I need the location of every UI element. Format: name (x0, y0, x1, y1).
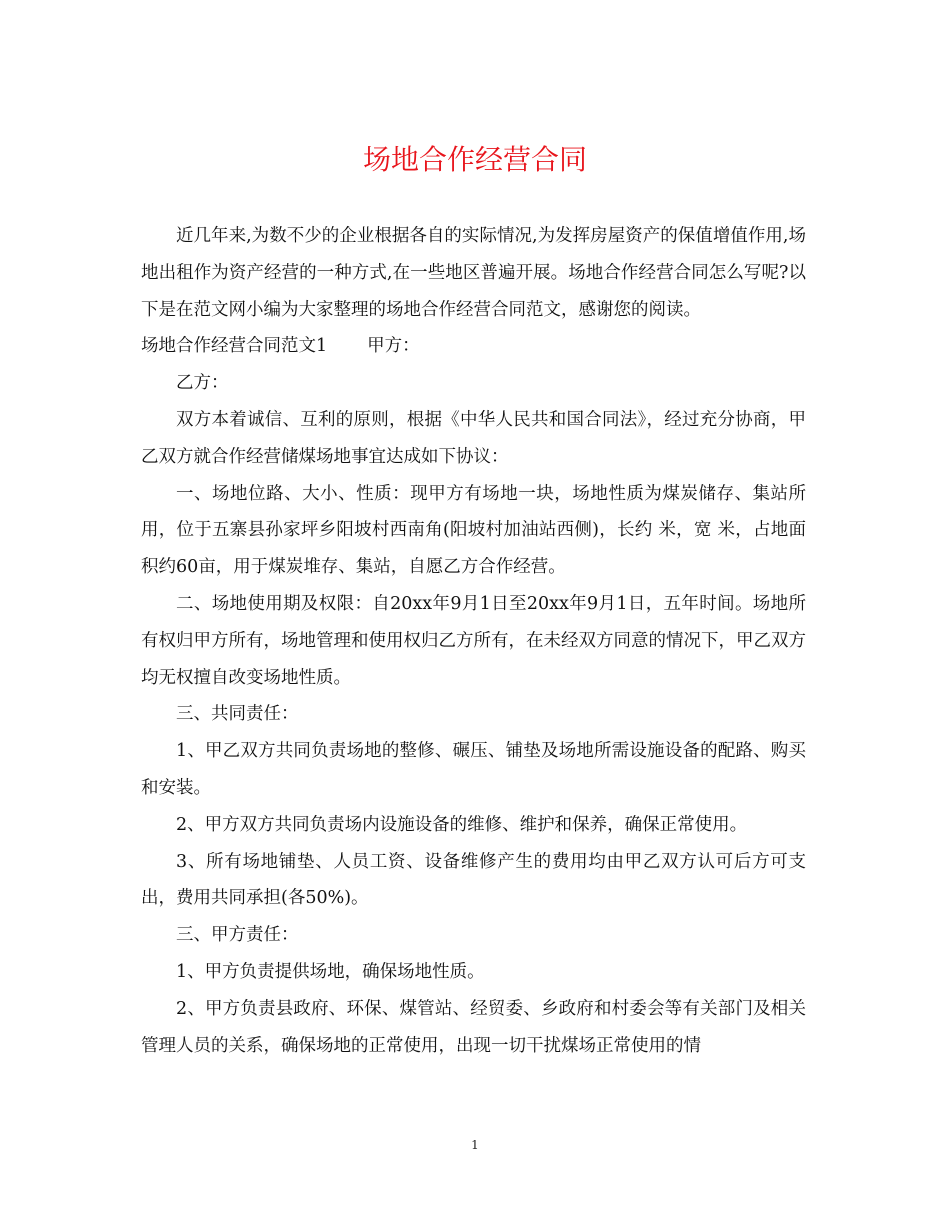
document-body (141, 218, 806, 1064)
page-number: 1 (471, 1138, 479, 1152)
intro-paragraph: 近几年来,为数不少的企业根据各自的实际情况,为发挥房屋资产的保值增值作用,场地出租作为资产经营的一种方式,在一些地区普遍开展。场地合作经营合同怎么写呢?以下是在范文网小编为大家整理的场地合作经营合同范文，感谢您的阅读。 (141, 226, 806, 320)
list-item: 3、所有场地铺垫、人员工资、设备维修产生的费用均由甲乙双方认可后方可支出，费用共同承担(各50%)。 (141, 851, 806, 909)
section-heading: 三、甲方责任： (176, 925, 299, 946)
list-item: 2、甲方负责县政府、环保、煤管站、经贸委、乡政府和村委会等有关部门及相关管理人员的关系，确保场地的正常使用，出现一切干扰煤场正常使用的情 (141, 998, 806, 1056)
party-b-label: 乙方： (176, 373, 229, 394)
list-item: 1、甲方负责提供场地，确保场地性质。 (176, 961, 485, 982)
sample-heading-line (141, 328, 806, 365)
section-heading: 三、共同责任： (176, 704, 299, 725)
list-item: 2、甲方双方共同负责场内设施设备的维修、维护和保养，确保正常使用。 (176, 814, 748, 835)
preamble-paragraph: 双方本着诚信、互利的原则，根据《中华人民共和国合同法》，经过充分协商，甲乙双方就合作经营储煤场地事宜达成如下协议： (141, 409, 806, 467)
list-item: 1、甲乙双方共同负责场地的整修、碾压、铺垫及场地所需设施设备的配路、购买和安装。 (141, 741, 806, 798)
document-title: 场地合作经营合同 (362, 143, 587, 176)
party-a-label: 甲方： (367, 336, 420, 357)
clause-site-paragraph: 一、场地位路、大小、性质：现甲方有场地一块，场地性质为煤炭储存、集站所用，位于五寨县孙家坪乡阳坡村西南角(阳坡村加油站西侧)，长约 米，宽 米，占地面积约60亩，用于煤炭堆存、集站，自愿乙方合作经营。 (141, 483, 806, 578)
clause-term-paragraph: 二、场地使用期及权限：自20xx年9月1日至20xx年9月1日，五年时间。场地所有权归甲方所有，场地管理和使用权归乙方所有，在未经双方同意的情况下，甲乙双方均无权擅自改变场地性质。 (141, 593, 806, 688)
sample-heading: 场地合作经营合同范文1 (141, 336, 328, 357)
